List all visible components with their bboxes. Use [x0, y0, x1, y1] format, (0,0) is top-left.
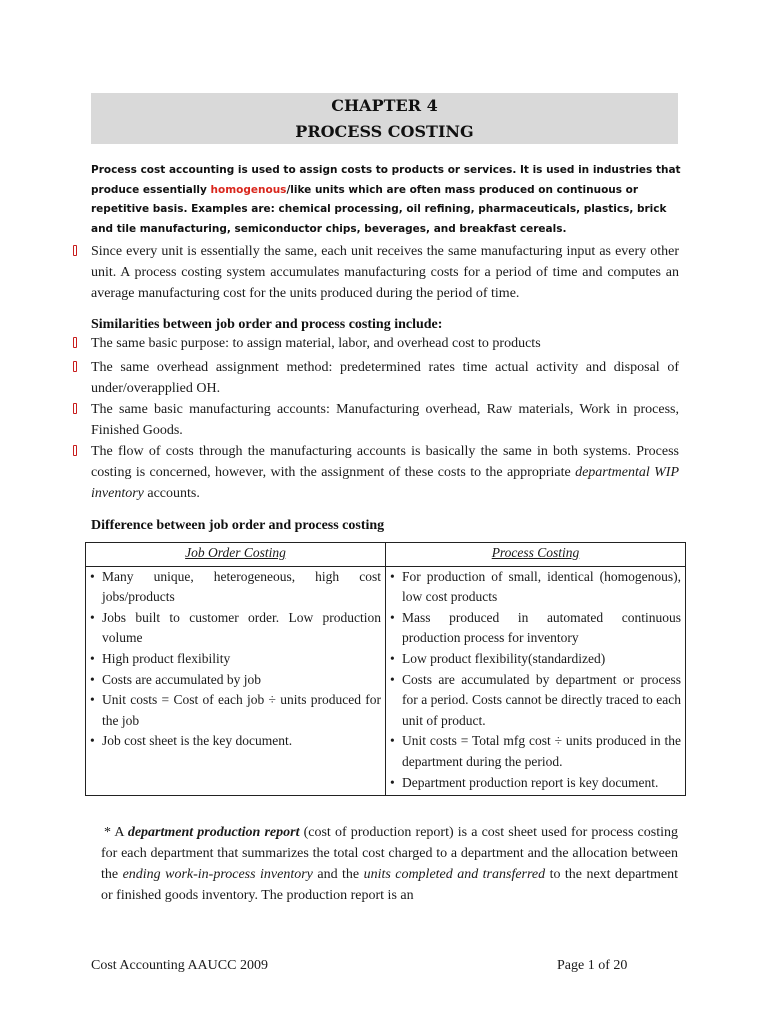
list-item-text: Unit costs = Cost of each job ÷ units produced for the job: [102, 692, 381, 728]
bullet-dot: •: [90, 650, 95, 666]
list-item: [90, 567, 381, 608]
bullet-dot: •: [90, 568, 95, 584]
flow-text: The flow of costs through the manufacturing accounts is basically the same in both systems. Process costing is concerned, however, with the assignment of these costs to the appropriate: [91, 444, 679, 480]
list-item: [390, 670, 681, 732]
similarity-text: The same basic manufacturing accounts: Manufacturing overhead, Raw materials, Work in process, Finished Goods.: [91, 402, 679, 438]
note-term: department production report: [127, 825, 300, 840]
bullet-marker: [73, 245, 77, 256]
list-item: [90, 670, 381, 691]
list-item: [90, 649, 381, 670]
bullet-dot: •: [90, 609, 95, 625]
similarity-item: [74, 441, 679, 504]
bullet-marker: [73, 445, 77, 456]
list-item: [90, 731, 381, 752]
job-order-header: Job Order Costing: [86, 543, 386, 567]
list-item-text: For production of small, identical (homogenous), low cost products: [402, 568, 681, 605]
bullet-dot: •: [390, 568, 395, 584]
bullet-dot: •: [390, 609, 395, 625]
similarity-item: [74, 333, 679, 354]
bullet-dot: •: [390, 774, 395, 790]
note-italic: ending work-in-process inventory: [122, 867, 313, 882]
list-item-text: Many unique, heterogeneous, high cost jobs/products: [102, 568, 381, 605]
list-item-text: Mass produced in automated continuous production process for inventory: [402, 609, 681, 646]
note-text: to the next department or finished goods inventory. The production report is an: [101, 867, 678, 903]
similarity-item: [74, 399, 679, 441]
footer-course: Cost Accounting AAUCC 2009: [91, 958, 268, 973]
note-text: (cost of production report) is a cost sheet used for process costing for each department that summarizes the total cost charged to a department and the allocation between the: [101, 825, 678, 882]
table-row: [86, 566, 686, 796]
similarities-heading: Similarities between job order and process costing include:: [91, 317, 443, 332]
list-item: [390, 773, 681, 794]
process-cell: [386, 566, 686, 796]
list-item: [90, 690, 381, 731]
bullet-dot: •: [90, 671, 95, 687]
list-item: [390, 649, 681, 670]
bullet-marker: [73, 361, 77, 372]
flow-italic: departmental WIP inventory: [91, 465, 680, 501]
chapter-number: CHAPTER 4: [331, 96, 438, 115]
table-header-row: [86, 543, 686, 567]
bullet-dot: •: [390, 671, 395, 687]
flow-end: accounts.: [143, 486, 200, 501]
list-item-text: Jobs built to customer order. Low production volume: [102, 609, 381, 646]
bullet-dot: •: [390, 650, 395, 666]
bullet-marker: [73, 337, 77, 348]
chapter-title: PROCESS COSTING: [295, 122, 474, 141]
intro-text-start: Process cost accounting is used to assign costs to products or services. It is used in industries that produce essentially: [91, 164, 681, 196]
bullet-dot: •: [390, 733, 395, 749]
similarity-text: [91, 441, 679, 504]
list-item-text: Low product flexibility(standardized): [402, 650, 606, 666]
similarity-text: The same basic purpose: to assign material, labor, and overhead cost to products: [91, 336, 541, 351]
job-order-cell: [86, 566, 386, 796]
note-text: and the: [312, 867, 364, 882]
list-item-text: Costs are accumulated by job: [102, 671, 261, 687]
list-item: [390, 731, 681, 772]
bullet-dot: •: [90, 733, 95, 749]
comparison-table: [85, 542, 686, 796]
list-item-text: Department production report is key document.: [402, 774, 659, 790]
similarity-text: The same overhead assignment method: predetermined rates time actual activity and disposal of under/overapplied OH.: [91, 360, 679, 396]
note-italic: units completed and transferred: [363, 867, 546, 882]
bullet-marker: [73, 403, 77, 414]
list-item: [90, 608, 381, 649]
list-item-text: High product flexibility: [102, 650, 231, 666]
chapter-banner: [91, 93, 678, 144]
list-item: [390, 608, 681, 649]
similarity-item: [74, 357, 679, 399]
process-header: Process Costing: [386, 543, 686, 567]
difference-heading: Difference between job order and process costing: [91, 518, 385, 533]
intro-text-end: /like units which are often mass produced on continuous or repetitive basis. Examples are: chemical processing, oil refining, pharmaceuticals, plastics, brick and tile manufacturing, semiconductor chips, beverages, and breakfast cereals.: [91, 183, 667, 235]
bullet-text: Since every unit is essentially the same, each unit receives the same manufacturing input as every other unit. A process costing system accumulates manufacturing costs for a period of time and computes an average manufacturing cost for the units produced during the period of time.: [91, 244, 679, 301]
note-prefix: * A: [104, 825, 128, 840]
bullet-same-unit: [74, 241, 679, 304]
list-item-text: Unit costs = Total mfg cost ÷ units produced in the department during the period.: [402, 733, 681, 769]
footer-page-number: Page 1 of 20: [557, 958, 628, 973]
production-report-note: [101, 822, 678, 906]
list-item-text: Costs are accumulated by department or process for a period. Costs cannot be directly traced to each unit of product.: [402, 671, 681, 728]
intro-highlight: homogenous: [210, 183, 287, 196]
list-item: [390, 567, 681, 608]
intro-paragraph: [91, 161, 681, 239]
bullet-dot: •: [90, 692, 95, 708]
list-item-text: Job cost sheet is the key document.: [102, 733, 293, 749]
